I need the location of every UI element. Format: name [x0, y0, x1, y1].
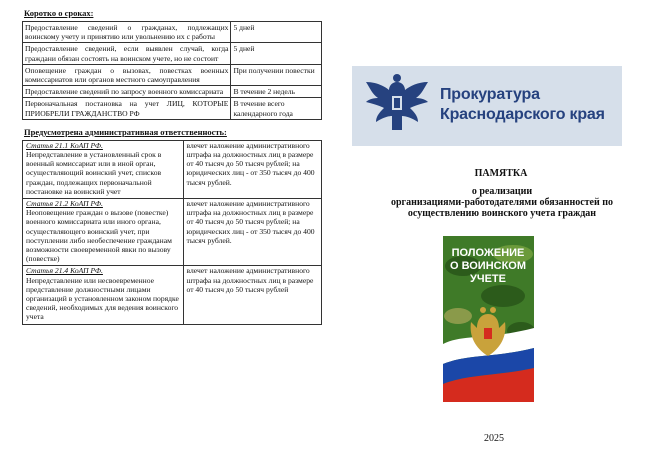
eagle-emblem-icon	[362, 72, 432, 140]
violation-description: Неоповещение граждан о вызове (повестке) военного комиссариата или иного органа, осуществляющего воинский учет, при поступлении либо необеспечение гражданам возможности своевременной явки по вызову (повестке)	[26, 208, 172, 264]
law-article: Статья 21.1 КоАП РФ.	[26, 140, 103, 150]
table-row	[23, 22, 322, 43]
memo-heading	[352, 168, 622, 219]
deadline-action: Предоставление сведений по запросу военного комиссариата	[23, 86, 231, 98]
deadline-action: Первоначальная постановка на учет ЛИЦ, КОТОРЫЕ ПРИОБРЕЛИ ГРАЖДАНСТВО РФ	[23, 98, 231, 119]
liability-cell	[23, 140, 184, 198]
table-row	[23, 266, 322, 324]
liability-table	[22, 140, 322, 325]
law-article: Статья 21.4 КоАП РФ.	[26, 266, 103, 276]
memo-subtitle-line: организациями-работодателями обязанностей по	[390, 197, 614, 208]
liability-cell	[23, 199, 184, 266]
prosecutor-banner	[352, 66, 622, 146]
violation-description: Непредставление в установленный срок в военный комиссариат или в иной орган, осуществляющий воинский учет, списков граждан, подлежащих первоначальной постановке на воинский учет	[26, 150, 162, 196]
banner-line-1: Прокуратура	[440, 86, 540, 103]
deadline-term: 5 дней	[231, 22, 322, 43]
memo-title: ПАМЯТКА	[474, 168, 528, 179]
banner-title	[440, 85, 605, 125]
cover-title-line-3: УЧЕТЕ	[470, 273, 506, 285]
year-label: 2025	[484, 433, 504, 444]
deadlines-title: Коротко о сроках:	[24, 8, 94, 18]
law-article: Статья 21.2 КоАП РФ.	[26, 199, 103, 209]
deadlines-table	[22, 21, 322, 120]
penalty-text: влечет наложение административного штрафа на должностных лиц в размере от 40 тысяч до 50 тысяч рублей; на юридических лиц - от 350 тысяч до 400 тысяч рублей.	[183, 199, 321, 266]
table-row	[23, 98, 322, 119]
deadline-action: Оповещение граждан о вызовах, повестках военных комиссариатов или органов местного самоуправления	[23, 64, 231, 85]
table-row	[23, 199, 322, 266]
table-row	[23, 43, 322, 64]
booklet-cover-image	[443, 236, 534, 402]
deadline-term: При получении повестки	[231, 64, 322, 85]
table-row	[23, 64, 322, 85]
table-row	[23, 140, 322, 198]
violation-description: Непредставление или несвоевременное представление должностными лицами организаций в установленном законом порядке сведений, необходимых для ведения воинского учета	[26, 275, 179, 322]
deadline-term: В течение 2 недель	[231, 86, 322, 98]
cover-title-line-1: ПОЛОЖЕНИЕ	[451, 247, 525, 259]
liability-title: Предусмотрена административная ответственность:	[24, 126, 227, 137]
penalty-text: влечет наложение административного штрафа на должностных лиц в размере от 40 тысяч до 50 тысяч рублей	[183, 266, 321, 324]
deadline-action: Предоставление сведений о гражданах, подлежащих воинскому учету и принятию или увольнению их с работы	[23, 22, 231, 43]
left-column	[22, 8, 327, 325]
deadline-term: В течение всего календарного года	[231, 98, 322, 119]
banner-line-2: Краснодарского края	[440, 106, 605, 123]
deadline-action: Предоставление сведений, если выявлен случай, когда граждани обязан состоять на воинском учете, но не состоит	[23, 43, 231, 64]
liability-cell	[23, 266, 184, 324]
table-row	[23, 86, 322, 98]
penalty-text: влечет наложение административного штрафа на должностных лиц в размере от 40 тысяч до 50 тысяч рублей; на юридических лиц - от 350 тысяч до 400 тысяч рублей.	[183, 140, 321, 198]
deadline-term: 5 дней	[231, 43, 322, 64]
cover-title-line-2: О ВОИНСКОМ	[449, 260, 527, 272]
memo-subtitle-line: о реализации	[471, 186, 533, 197]
memo-subtitle-line: осуществлению воинского учета граждан	[407, 208, 597, 219]
memo-subtitle	[382, 186, 622, 219]
